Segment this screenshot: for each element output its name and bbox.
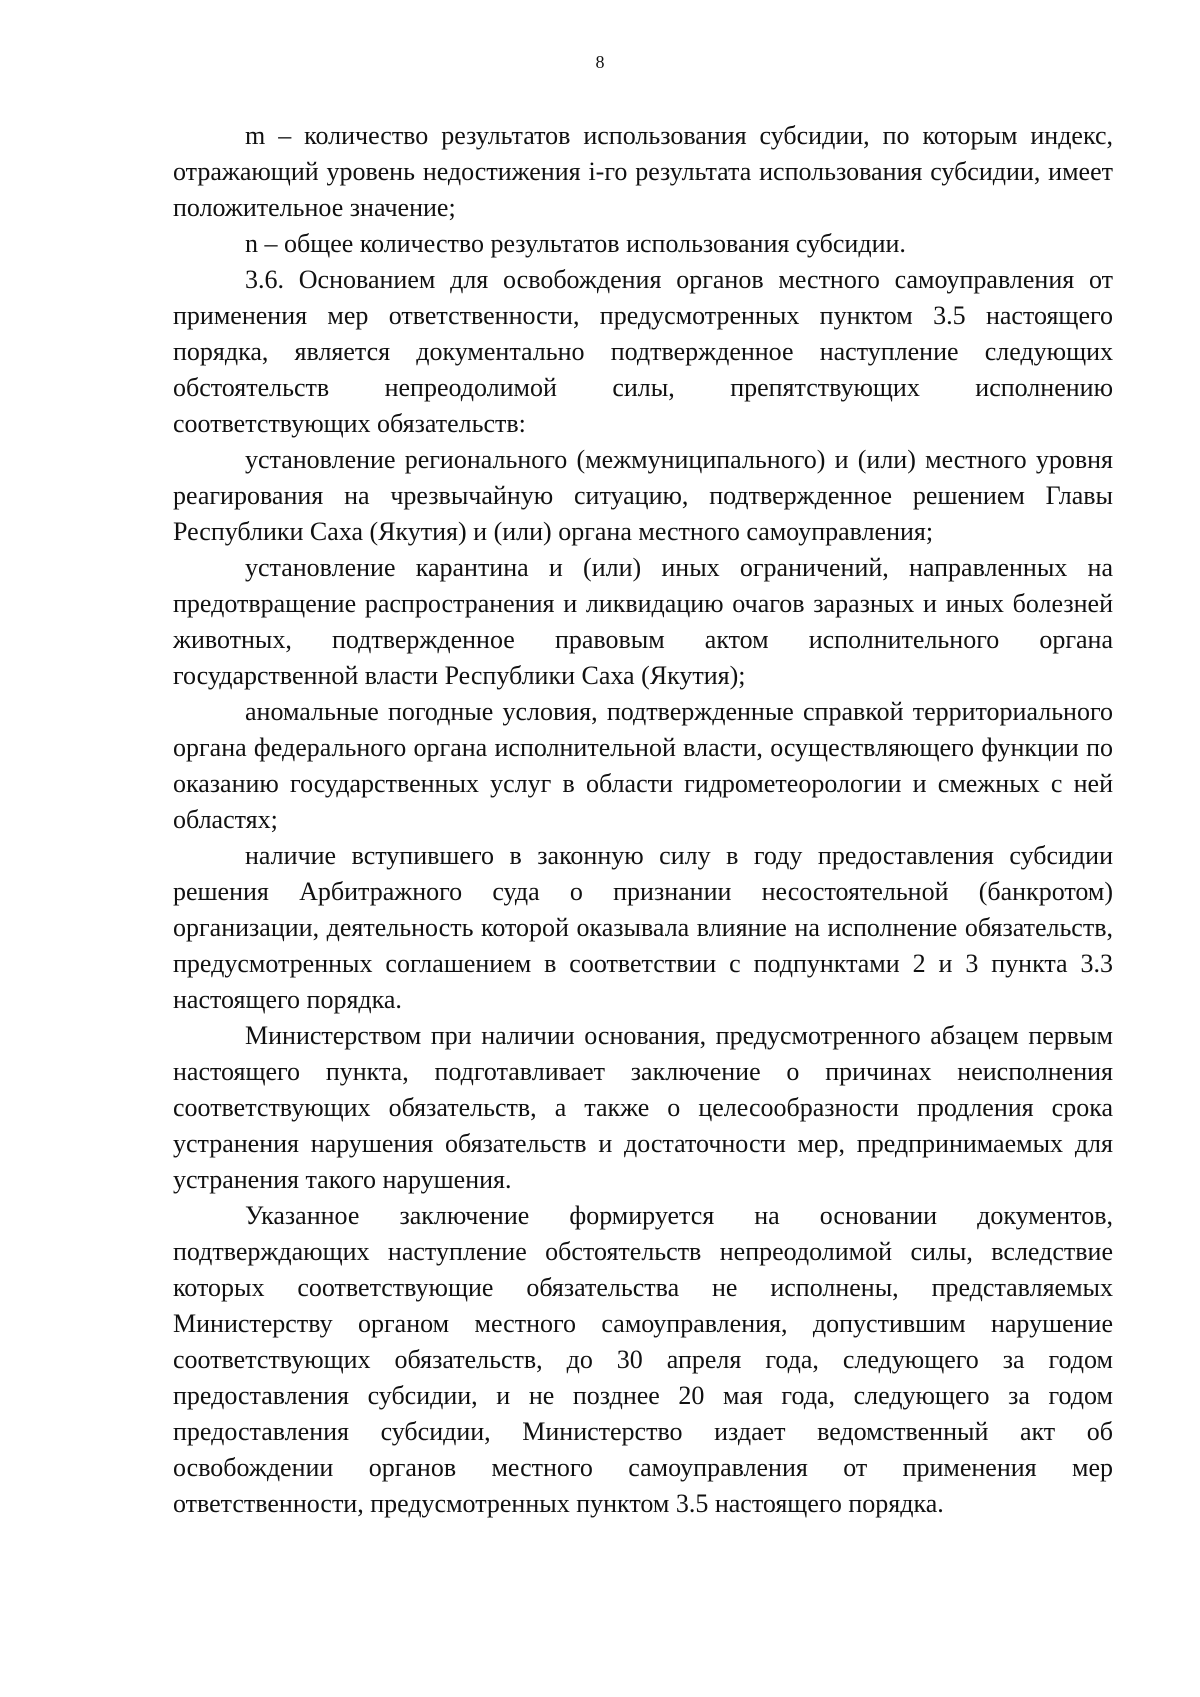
paragraph-conclusion-basis: Указанное заключение формируется на основании документов, подтверждающих наступление обстоятельств непреодолимой силы, вследствие которых соответствующие обязательства не исполнены, представляемых Министерству органом местного самоуправления, допустившим нарушение соответствующих обязательств, до 30 апреля года, следующего за годом предоставления субсидии, и не позднее 20 мая года, следующего за годом предоставления субсидии, Министерство издает ведомственный акт об освобождении органов местного самоуправления от применения мер ответственности, предусмотренных пунктом 3.5 настоящего порядка.	[173, 1201, 1113, 1518]
paragraph-quarantine: установление карантина и (или) иных ограничений, направленных на предотвращение распространения и ликвидацию очагов заразных и иных болезней животных, подтвержденное правовым актом исполнительного органа государственной власти Республики Саха (Якутия);	[173, 553, 1113, 690]
paragraph-bankruptcy: наличие вступившего в законную силу в году предоставления субсидии решения Арбитражного суда о признании несостоятельной (банкротом) организации, деятельность которой оказывала влияние на исполнение обязательств, предусмотренных соглашением в соответствии с подпунктами 2 и 3 пункта 3.3 настоящего порядка.	[173, 841, 1113, 1014]
paragraph-m-definition: m – количество результатов использования субсидии, по которым индекс, отражающий уровень недостижения i-го результата использования субсидии, имеет положительное значение;	[173, 121, 1113, 222]
paragraph-ministry-conclusion: Министерством при наличии основания, предусмотренного абзацем первым настоящего пункта, подготавливает заключение о причинах неисполнения соответствующих обязательств, а также о целесообразности продления срока устранения нарушения обязательств и достаточности мер, предпринимаемых для устранения такого нарушения.	[173, 1021, 1113, 1194]
paragraph-weather: аномальные погодные условия, подтвержденные справкой территориального органа федерального органа исполнительной власти, осуществляющего функции по оказанию государственных услуг в области гидрометеорологии и смежных с ней областях;	[173, 697, 1113, 834]
document-body	[173, 118, 1113, 1522]
paragraph-emergency: установление регионального (межмуниципального) и (или) местного уровня реагирования на чрезвычайную ситуацию, подтвержденное решением Главы Республики Саха (Якутия) и (или) органа местного самоуправления;	[173, 445, 1113, 546]
paragraph-n-definition: n – общее количество результатов использования субсидии.	[245, 229, 906, 258]
page-number: 8	[595, 52, 605, 72]
paragraph-3-6: 3.6. Основанием для освобождения органов местного самоуправления от применения мер ответственности, предусмотренных пунктом 3.5 настоящего порядка, является документально подтвержденное наступление следующих обстоятельств непреодолимой силы, препятствующих исполнению соответствующих обязательств:	[173, 265, 1113, 438]
